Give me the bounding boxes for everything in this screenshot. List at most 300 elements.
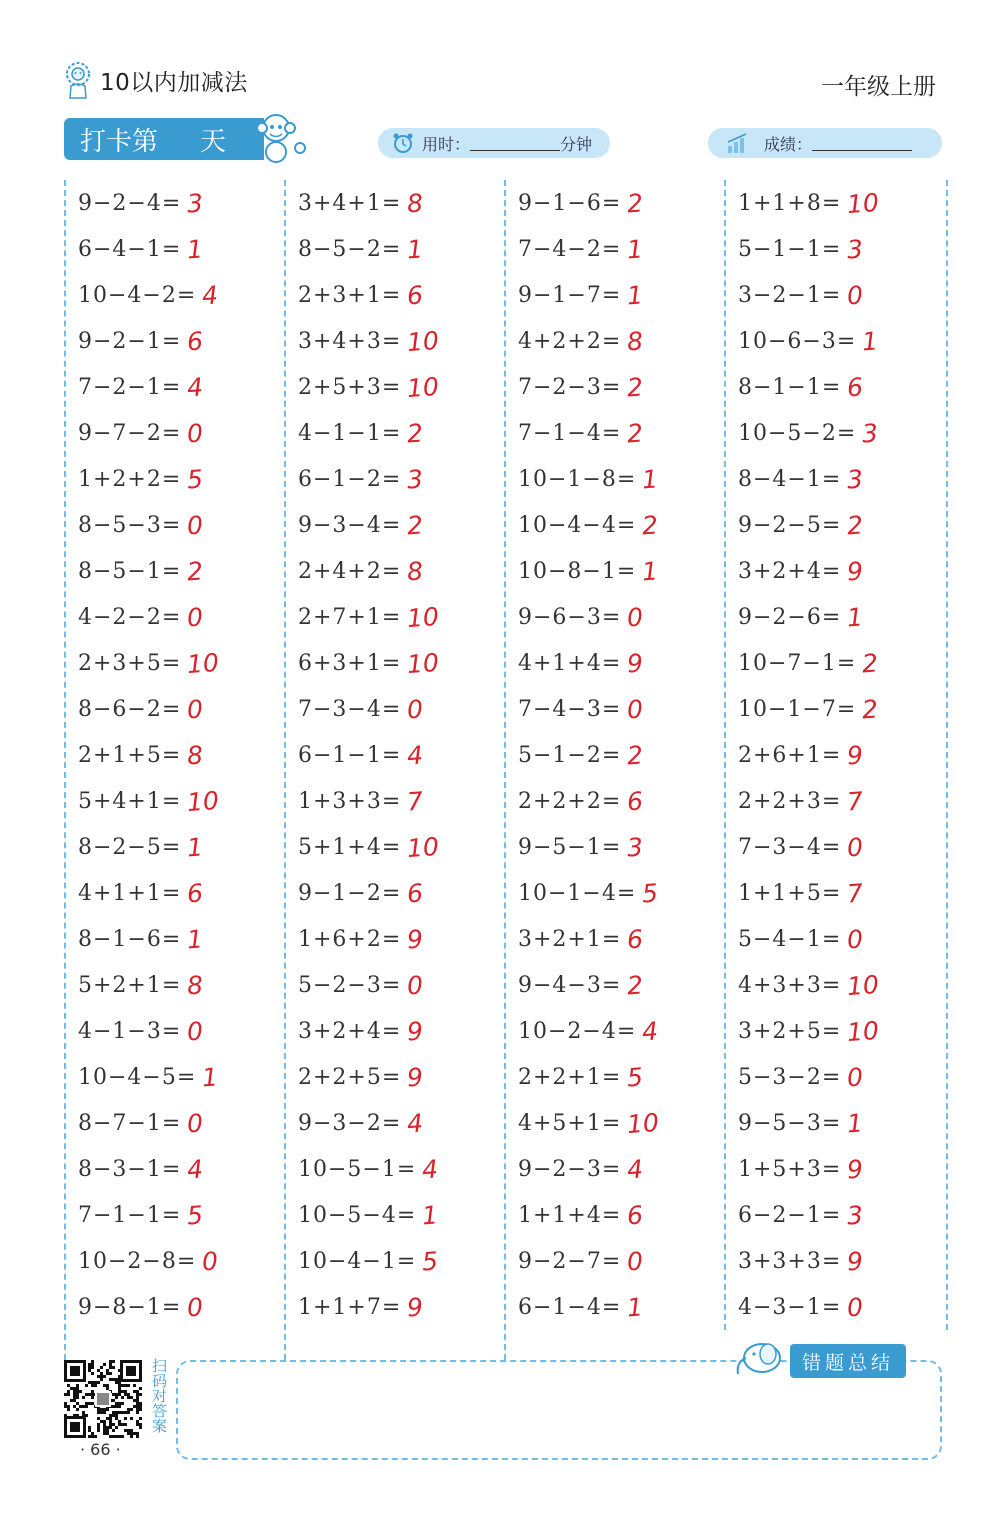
problem-row [78, 916, 203, 962]
problem-row [78, 1238, 218, 1284]
problem-equation: 10−8−1= [518, 558, 637, 584]
problem-equation: 9−6−3= [518, 604, 622, 630]
problem-row [78, 1146, 203, 1192]
problem-row [78, 778, 219, 824]
qr-code-icon[interactable] [64, 1360, 142, 1438]
problem-row [738, 226, 863, 272]
problem-equation: 9−2−1= [78, 328, 182, 354]
handwritten-answer: 8 [186, 739, 205, 771]
handwritten-answer: 0 [406, 693, 425, 725]
handwritten-answer: 5 [641, 877, 660, 909]
scan-caption: 扫码对答案 [150, 1358, 168, 1433]
handwritten-answer: 1 [846, 601, 865, 633]
problem-row [298, 456, 423, 502]
problem-row [298, 502, 423, 548]
check-in-day-badge [64, 118, 264, 160]
problem-row [518, 410, 643, 456]
problem-equation: 5+1+4= [298, 834, 402, 860]
problem-row [518, 1146, 643, 1192]
handwritten-answer: 8 [406, 555, 425, 587]
problem-equation: 7−1−4= [518, 420, 622, 446]
score-label: 成绩： [764, 134, 813, 154]
badge-suffix: 天 [200, 126, 227, 157]
handwritten-answer: 0 [186, 601, 205, 633]
problem-equation: 5−1−2= [518, 742, 622, 768]
score-field [708, 128, 942, 158]
problem-equation: 10−4−4= [518, 512, 637, 538]
handwritten-answer: 10 [406, 647, 441, 679]
problem-equation: 8−7−1= [78, 1110, 182, 1136]
handwritten-answer: 9 [846, 739, 865, 771]
handwritten-answer: 0 [201, 1245, 220, 1277]
problem-equation: 6−1−2= [298, 466, 402, 492]
handwritten-answer: 0 [846, 923, 865, 955]
problem-row [298, 548, 423, 594]
problem-row [518, 594, 643, 640]
problem-equation: 1+1+4= [518, 1202, 622, 1228]
problem-equation: 5+4+1= [78, 788, 182, 814]
problem-row [78, 180, 203, 226]
handwritten-answer: 6 [626, 785, 645, 817]
handwritten-answer: 1 [626, 279, 645, 311]
problem-equation: 4+2+2= [518, 328, 622, 354]
problem-row [78, 548, 203, 594]
problem-row [298, 410, 423, 456]
problem-row [738, 640, 878, 686]
problem-row [738, 778, 863, 824]
handwritten-answer: 10 [846, 969, 881, 1001]
handwritten-answer: 0 [186, 417, 205, 449]
problem-equation: 7−2−3= [518, 374, 622, 400]
problem-equation: 6+3+1= [298, 650, 402, 676]
problem-equation: 2+2+5= [298, 1064, 402, 1090]
problem-row [738, 318, 878, 364]
handwritten-answer: 0 [626, 601, 645, 633]
time-label: 用时： [422, 134, 471, 154]
time-blank [470, 136, 560, 151]
time-unit: 分钟 [560, 134, 593, 154]
problem-equation: 10−2−4= [518, 1018, 637, 1044]
problem-row [298, 824, 439, 870]
problem-equation: 2+2+3= [738, 788, 842, 814]
grade-label: 一年级上册 [821, 74, 936, 100]
problem-equation: 3+3+3= [738, 1248, 842, 1274]
problem-row [518, 824, 643, 870]
problem-equation: 3+4+3= [298, 328, 402, 354]
problem-equation: 8−1−1= [738, 374, 842, 400]
problem-equation: 9−4−3= [518, 972, 622, 998]
problem-row [738, 410, 878, 456]
problem-row [78, 456, 203, 502]
handwritten-answer: 6 [846, 371, 865, 403]
problem-row [738, 1146, 863, 1192]
problem-equation: 9−2−4= [78, 190, 182, 216]
problem-equation: 8−5−2= [298, 236, 402, 262]
handwritten-answer: 10 [406, 371, 441, 403]
handwritten-answer: 2 [641, 509, 660, 541]
problem-row [518, 962, 643, 1008]
handwritten-answer: 3 [846, 233, 865, 265]
handwritten-answer: 4 [626, 1153, 645, 1185]
handwritten-answer: 9 [406, 1061, 425, 1093]
problem-column-3 [504, 180, 726, 1360]
problem-equation: 2+4+2= [298, 558, 402, 584]
error-summary-title: 错题总结 [790, 1344, 906, 1378]
problem-equation: 10−1−8= [518, 466, 637, 492]
problem-equation: 10−2−8= [78, 1248, 197, 1274]
handwritten-answer: 3 [846, 1199, 865, 1231]
handwritten-answer: 2 [626, 739, 645, 771]
page-number: · 66 · [80, 1440, 121, 1459]
problem-row [738, 502, 863, 548]
problem-equation: 3−2−1= [738, 282, 842, 308]
problem-row [78, 1284, 203, 1330]
problem-equation: 10−4−2= [78, 282, 197, 308]
problem-row [298, 180, 423, 226]
handwritten-answer: 0 [186, 693, 205, 725]
handwritten-answer: 2 [406, 417, 425, 449]
problem-equation: 10−1−4= [518, 880, 637, 906]
problem-equation: 9−5−3= [738, 1110, 842, 1136]
problem-row [738, 594, 863, 640]
problem-row [738, 1054, 863, 1100]
handwritten-answer: 7 [406, 785, 425, 817]
problem-row [518, 226, 643, 272]
problem-row [78, 1100, 203, 1146]
problem-equation: 9−2−7= [518, 1248, 622, 1274]
handwritten-answer: 0 [406, 969, 425, 1001]
handwritten-answer: 10 [846, 1015, 881, 1047]
problem-equation: 8−5−1= [78, 558, 182, 584]
handwritten-answer: 3 [846, 463, 865, 495]
handwritten-answer: 4 [186, 371, 205, 403]
monkey-mascot-icon [250, 110, 310, 166]
handwritten-answer: 9 [406, 1291, 425, 1323]
handwritten-answer: 1 [201, 1061, 220, 1093]
lion-mascot-icon [62, 60, 94, 100]
problem-row [298, 1008, 423, 1054]
problem-row [78, 1054, 218, 1100]
problem-row [298, 1192, 438, 1238]
problem-equation: 10−4−5= [78, 1064, 197, 1090]
problem-equation: 7−3−4= [738, 834, 842, 860]
handwritten-answer: 9 [406, 1015, 425, 1047]
problem-equation: 2+5+3= [298, 374, 402, 400]
problem-row [738, 962, 879, 1008]
handwritten-answer: 1 [626, 233, 645, 265]
handwritten-answer: 1 [861, 325, 880, 357]
problem-row [298, 226, 423, 272]
problem-equation: 8−4−1= [738, 466, 842, 492]
problem-row [298, 1284, 423, 1330]
handwritten-answer: 2 [626, 187, 645, 219]
handwritten-answer: 0 [846, 1061, 865, 1093]
problem-row [78, 594, 203, 640]
problem-row [518, 1192, 643, 1238]
problem-row [518, 1238, 643, 1284]
handwritten-answer: 0 [846, 279, 865, 311]
handwritten-answer: 2 [626, 417, 645, 449]
problem-equation: 6−1−1= [298, 742, 402, 768]
handwritten-answer: 1 [186, 831, 205, 863]
problem-equation: 4−3−1= [738, 1294, 842, 1320]
handwritten-answer: 1 [641, 463, 660, 495]
problem-row [298, 640, 439, 686]
handwritten-answer: 6 [406, 279, 425, 311]
problem-equation: 9−2−5= [738, 512, 842, 538]
problem-row [78, 824, 203, 870]
problem-equation: 7−2−1= [78, 374, 182, 400]
problem-equation: 1+6+2= [298, 926, 402, 952]
badge-prefix: 打卡第 [80, 126, 159, 157]
problem-equation: 3+2+4= [738, 558, 842, 584]
problem-equation: 10−5−4= [298, 1202, 417, 1228]
problem-row [738, 916, 863, 962]
time-field [378, 128, 610, 158]
problem-equation: 3+2+1= [518, 926, 622, 952]
handwritten-answer: 9 [846, 1153, 865, 1185]
problem-row [738, 364, 863, 410]
problem-equation: 9−5−1= [518, 834, 622, 860]
handwritten-answer: 5 [626, 1061, 645, 1093]
handwritten-answer: 0 [626, 693, 645, 725]
problem-row [298, 1146, 438, 1192]
problem-row [738, 870, 863, 916]
problem-equation: 1+5+3= [738, 1156, 842, 1182]
handwritten-answer: 10 [406, 325, 441, 357]
handwritten-answer: 2 [406, 509, 425, 541]
problem-equation: 9−2−6= [738, 604, 842, 630]
score-blank [812, 136, 912, 151]
problem-row [518, 272, 643, 318]
problem-row [518, 686, 643, 732]
problem-row [738, 180, 879, 226]
handwritten-answer: 0 [846, 1291, 865, 1323]
handwritten-answer: 9 [406, 923, 425, 955]
book-title: 10以内加减法 [100, 69, 248, 96]
handwritten-answer: 5 [186, 463, 205, 495]
handwritten-answer: 9 [846, 555, 865, 587]
elephant-mascot-icon [732, 1336, 788, 1380]
problem-row [78, 502, 203, 548]
problem-equation: 5−3−2= [738, 1064, 842, 1090]
problem-row [298, 1054, 423, 1100]
handwritten-answer: 4 [186, 1153, 205, 1185]
problem-row [738, 1284, 863, 1330]
problem-equation: 3+2+4= [298, 1018, 402, 1044]
problem-column-2 [284, 180, 506, 1360]
problem-equation: 1+1+5= [738, 880, 842, 906]
handwritten-answer: 3 [186, 187, 205, 219]
problem-equation: 10−4−1= [298, 1248, 417, 1274]
problem-equation: 2+2+2= [518, 788, 622, 814]
problem-row [518, 318, 643, 364]
handwritten-answer: 10 [626, 1107, 661, 1139]
problem-row [78, 226, 203, 272]
problem-equation: 6−1−4= [518, 1294, 622, 1320]
handwritten-answer: 0 [186, 1015, 205, 1047]
problem-equation: 4+1+4= [518, 650, 622, 676]
problem-equation: 1+1+7= [298, 1294, 402, 1320]
problem-row [298, 686, 423, 732]
problem-equation: 8−6−2= [78, 696, 182, 722]
problem-row [78, 410, 203, 456]
problem-row [298, 962, 423, 1008]
problem-equation: 1+1+8= [738, 190, 842, 216]
problem-row [738, 1100, 863, 1146]
problem-column-4 [724, 180, 948, 1330]
handwritten-answer: 2 [861, 647, 880, 679]
problem-equation: 10−7−1= [738, 650, 857, 676]
bar-chart-icon [726, 132, 750, 154]
handwritten-answer: 6 [186, 877, 205, 909]
problem-row [738, 456, 863, 502]
problem-equation: 4+5+1= [518, 1110, 622, 1136]
problem-equation: 2+2+1= [518, 1064, 622, 1090]
handwritten-answer: 1 [186, 923, 205, 955]
problem-equation: 4−2−2= [78, 604, 182, 630]
problem-equation: 5−2−3= [298, 972, 402, 998]
problem-equation: 9−1−6= [518, 190, 622, 216]
problem-row [738, 548, 863, 594]
handwritten-answer: 2 [861, 693, 880, 725]
problem-row [78, 962, 203, 1008]
problem-equation: 6−2−1= [738, 1202, 842, 1228]
problem-equation: 4+1+1= [78, 880, 182, 906]
handwritten-answer: 4 [421, 1153, 440, 1185]
problem-row [78, 686, 203, 732]
problem-equation: 5−1−1= [738, 236, 842, 262]
problem-row [298, 364, 439, 410]
problem-equation: 9−2−3= [518, 1156, 622, 1182]
problem-row [78, 272, 218, 318]
problem-equation: 9−8−1= [78, 1294, 182, 1320]
problem-equation: 8−5−3= [78, 512, 182, 538]
problem-row [298, 594, 439, 640]
problem-equation: 6−4−1= [78, 236, 182, 262]
problem-row [518, 1054, 643, 1100]
handwritten-answer: 10 [186, 647, 221, 679]
problem-row [78, 640, 219, 686]
problem-row [518, 1008, 658, 1054]
problem-row [518, 916, 643, 962]
problem-row [518, 778, 643, 824]
problem-equation: 2+1+5= [78, 742, 182, 768]
handwritten-answer: 8 [406, 187, 425, 219]
handwritten-answer: 10 [846, 187, 881, 219]
handwritten-answer: 6 [186, 325, 205, 357]
problem-row [78, 364, 203, 410]
alarm-clock-icon [392, 132, 414, 154]
handwritten-answer: 3 [626, 831, 645, 863]
handwritten-answer: 6 [626, 1199, 645, 1231]
problem-row [78, 870, 203, 916]
handwritten-answer: 1 [421, 1199, 440, 1231]
problem-row [298, 916, 423, 962]
handwritten-answer: 0 [186, 1107, 205, 1139]
handwritten-answer: 6 [626, 923, 645, 955]
problem-equation: 7−1−1= [78, 1202, 182, 1228]
problem-equation: 8−3−1= [78, 1156, 182, 1182]
handwritten-answer: 0 [626, 1245, 645, 1277]
handwritten-answer: 6 [406, 877, 425, 909]
handwritten-answer: 8 [186, 969, 205, 1001]
problems-grid [64, 180, 942, 1360]
problem-equation: 5+2+1= [78, 972, 182, 998]
handwritten-answer: 2 [626, 969, 645, 1001]
problem-equation: 2+6+1= [738, 742, 842, 768]
problem-equation: 4−1−1= [298, 420, 402, 446]
problem-equation: 10−5−2= [738, 420, 857, 446]
handwritten-answer: 3 [406, 463, 425, 495]
problem-equation: 9−3−2= [298, 1110, 402, 1136]
problem-row [518, 870, 658, 916]
problem-row [738, 272, 863, 318]
handwritten-answer: 1 [846, 1107, 865, 1139]
handwritten-answer: 10 [406, 831, 441, 863]
problem-equation: 3+4+1= [298, 190, 402, 216]
problem-row [518, 502, 658, 548]
problem-row [518, 364, 643, 410]
problem-row [298, 870, 423, 916]
handwritten-answer: 1 [641, 555, 660, 587]
problem-equation: 10−6−3= [738, 328, 857, 354]
problem-equation: 10−1−7= [738, 696, 857, 722]
handwritten-answer: 4 [406, 1107, 425, 1139]
handwritten-answer: 9 [626, 647, 645, 679]
problem-row [518, 456, 658, 502]
problem-row [78, 318, 203, 364]
problem-row [518, 640, 643, 686]
problem-row [518, 180, 643, 226]
problem-row [738, 1008, 879, 1054]
problem-row [298, 732, 423, 778]
problem-equation: 9−7−2= [78, 420, 182, 446]
handwritten-answer: 4 [201, 279, 220, 311]
handwritten-answer: 10 [186, 785, 221, 817]
handwritten-answer: 4 [406, 739, 425, 771]
problem-row [298, 778, 423, 824]
handwritten-answer: 1 [626, 1291, 645, 1323]
handwritten-answer: 0 [186, 509, 205, 541]
handwritten-answer: 7 [846, 785, 865, 817]
problem-row [298, 1238, 438, 1284]
problem-row [518, 1284, 643, 1330]
problem-equation: 2+3+5= [78, 650, 182, 676]
handwritten-answer: 2 [186, 555, 205, 587]
handwritten-answer: 3 [861, 417, 880, 449]
problem-row [738, 732, 863, 778]
problem-equation: 7−4−3= [518, 696, 622, 722]
problem-equation: 4+3+3= [738, 972, 842, 998]
problem-equation: 4−1−3= [78, 1018, 182, 1044]
problem-row [298, 272, 423, 318]
problem-row [78, 1192, 203, 1238]
handwritten-answer: 2 [846, 509, 865, 541]
handwritten-answer: 10 [406, 601, 441, 633]
handwritten-answer: 0 [186, 1291, 205, 1323]
problem-row [78, 1008, 203, 1054]
problem-row [518, 548, 658, 594]
handwritten-answer: 8 [626, 325, 645, 357]
handwritten-answer: 9 [846, 1245, 865, 1277]
problem-equation: 2+3+1= [298, 282, 402, 308]
problem-row [518, 1100, 659, 1146]
problem-column-1 [64, 180, 286, 1360]
problem-equation: 3+2+5= [738, 1018, 842, 1044]
problem-equation: 9−1−7= [518, 282, 622, 308]
handwritten-answer: 5 [186, 1199, 205, 1231]
